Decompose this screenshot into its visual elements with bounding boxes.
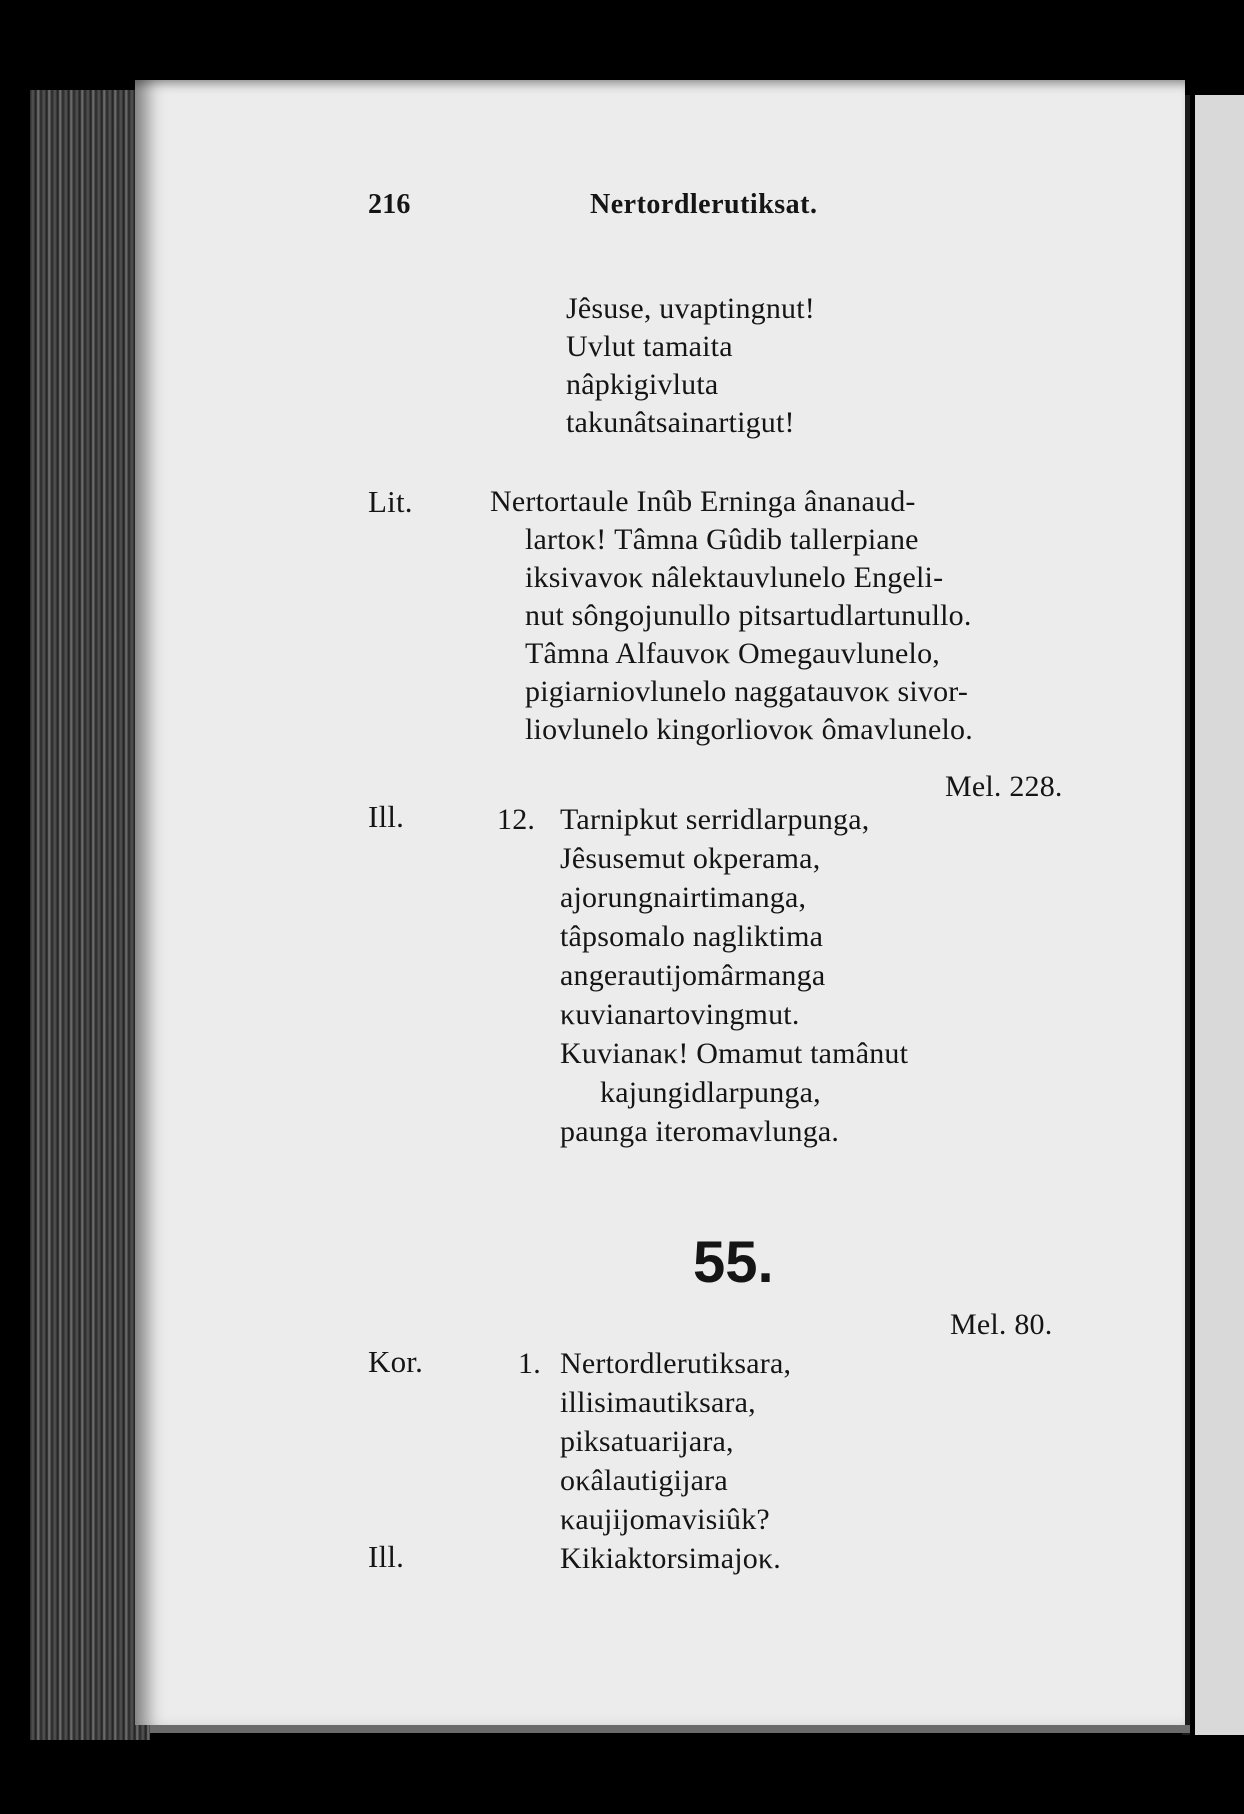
stanza-line: Jêsuse, uvaptingnut! bbox=[566, 292, 815, 325]
stanza-line: takunâtsainartigut! bbox=[566, 406, 795, 439]
verse-line: illisimautiksara, bbox=[560, 1386, 756, 1419]
page bbox=[135, 80, 1185, 1725]
text-line: nut sôngojunullo pitsartudlartunullo. bbox=[525, 599, 972, 632]
verse-line: Kuvianaκ! Omamut tamânut bbox=[560, 1037, 909, 1070]
text-line: Nertortaule Inûb Erninga ânanaud- bbox=[490, 485, 916, 518]
speaker-label: Ill. bbox=[368, 799, 405, 834]
verse-number: 12. bbox=[497, 803, 536, 836]
verse-line: piksatuarijara, bbox=[560, 1425, 734, 1458]
stanza-line: nâpkigivluta bbox=[566, 368, 719, 401]
hymn-number: 55. bbox=[693, 1230, 774, 1295]
verse-line: oκâlautigijara bbox=[560, 1464, 728, 1497]
text-line: liovlunelo kingorliovoκ ômavlunelo. bbox=[525, 713, 973, 746]
melody-reference: Mel. 80. bbox=[950, 1308, 1053, 1341]
verse-line: tâpsomalo nagliktima bbox=[560, 920, 824, 953]
verse-line: kajungidlarpunga, bbox=[600, 1076, 821, 1109]
verse-line: Kikiaktorsimajoκ. bbox=[560, 1542, 781, 1575]
verse-line: Jêsusemut okperama, bbox=[560, 842, 821, 875]
verse-number: 1. bbox=[518, 1347, 541, 1380]
book-spine-edge bbox=[30, 90, 150, 1740]
verse-line: κuvianartovingmut. bbox=[560, 998, 800, 1031]
verse-line: angerautijomârmanga bbox=[560, 959, 826, 992]
verse-line: Tarnipkut serridlarpunga, bbox=[560, 803, 870, 836]
verse-line: κaujijomavisiûk? bbox=[560, 1503, 770, 1536]
stanza-line: Uvlut tamaita bbox=[566, 330, 733, 363]
melody-reference: Mel. 228. bbox=[945, 770, 1063, 803]
speaker-label: Lit. bbox=[368, 484, 413, 519]
page-bottom-edge bbox=[150, 1725, 1190, 1733]
running-title: Nertordlerutiksat. bbox=[590, 189, 818, 220]
verse-line: Nertordlerutiksara, bbox=[560, 1347, 792, 1380]
speaker-label: Ill. bbox=[368, 1539, 405, 1574]
verse-line: ajorungnairtimanga, bbox=[560, 881, 807, 914]
speaker-label: Kor. bbox=[368, 1344, 424, 1379]
text-line: lartoκ! Tâmna Gûdib tallerpiane bbox=[525, 523, 919, 556]
page-number: 216 bbox=[368, 189, 411, 220]
text-line: iksivavoκ nâlektauvlunelo Engeli- bbox=[525, 561, 944, 594]
facing-page-edge bbox=[1195, 95, 1244, 1735]
text-line: Tâmna Alfauvoκ Omegauvlunelo, bbox=[525, 637, 940, 670]
verse-line: paunga iteromavlunga. bbox=[560, 1115, 840, 1148]
text-line: pigiarniovlunelo naggatauvoκ sivor- bbox=[525, 675, 969, 708]
